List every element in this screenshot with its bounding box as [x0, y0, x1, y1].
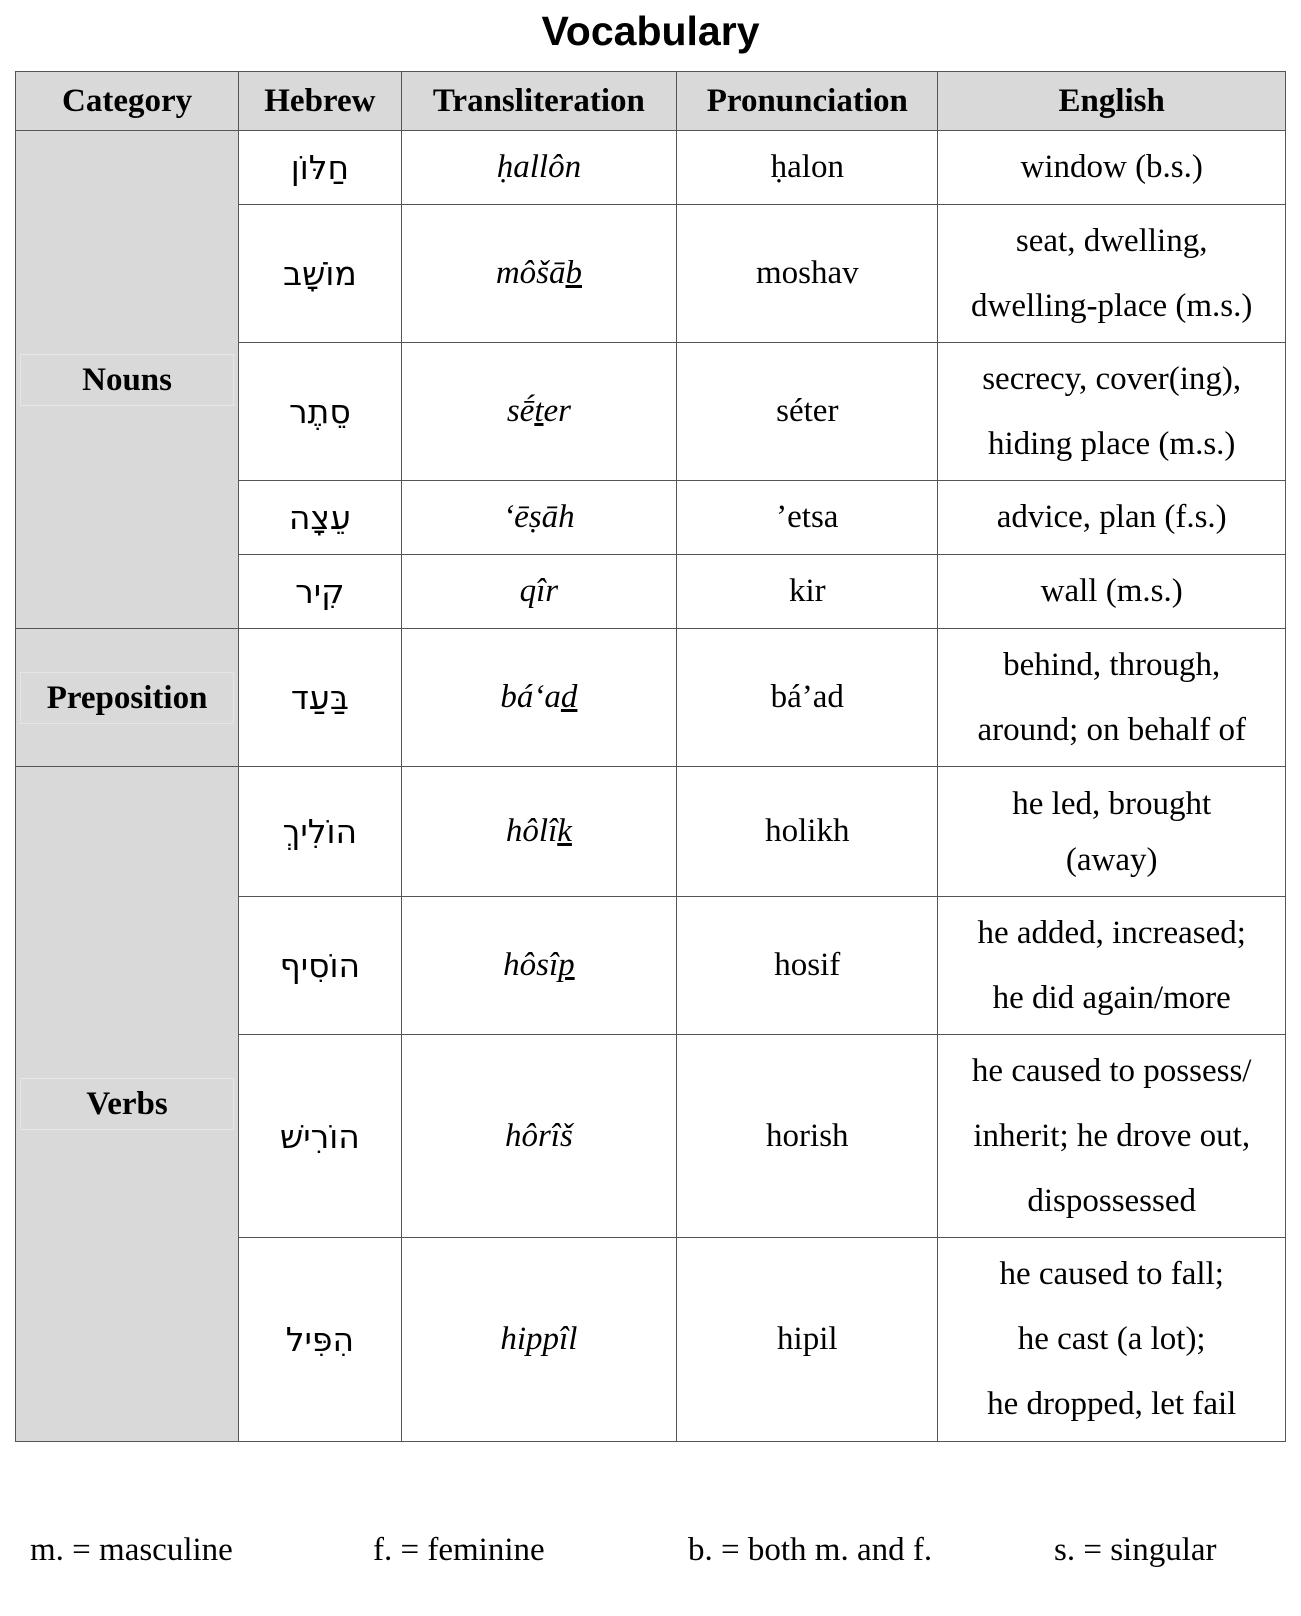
english-line: around; on behalf of [977, 711, 1246, 748]
english-cell [938, 1238, 1286, 1442]
transliteration-text: hippîl [500, 1321, 578, 1357]
english-cell [938, 897, 1286, 1035]
transliteration-underlined: k [557, 813, 572, 849]
transliteration-cell [401, 897, 677, 1035]
table-row [16, 131, 1286, 205]
transliteration-text: hôlî [505, 813, 558, 849]
english-line: he did again/more [992, 979, 1231, 1016]
table-row [16, 629, 1286, 767]
pronunciation-cell: ḥalon [677, 131, 938, 205]
transliteration-cell [401, 1035, 677, 1238]
transliteration-text: qîr [519, 573, 559, 609]
english-line: window (b.s.) [1020, 149, 1203, 185]
transliteration-cell [401, 343, 677, 481]
table-header-row [16, 72, 1286, 131]
english-line: he led, brought [1012, 785, 1212, 822]
transliteration-text-after: er [543, 393, 571, 429]
hebrew-word: הוֹסִיף [239, 897, 401, 1035]
english-cell [938, 629, 1286, 767]
header-transliteration: Transliteration [401, 72, 677, 131]
hebrew-word: סֵתֶר [239, 343, 401, 481]
category-label: Verbs [20, 1078, 234, 1130]
legend-masculine: m. = masculine [30, 1532, 233, 1568]
hebrew-word: הִפִּיל [239, 1238, 401, 1442]
english-line: dispossessed [1027, 1182, 1197, 1219]
transliteration-cell [401, 131, 677, 205]
hebrew-word: מוֹשָׁב [239, 205, 401, 343]
hebrew-word: בַּעַד [239, 629, 401, 767]
english-cell [938, 131, 1286, 205]
legend-feminine: f. = feminine [373, 1532, 545, 1568]
transliteration-underlined: d [560, 679, 578, 715]
hebrew-word: הוֹרִישׁ [239, 1035, 401, 1238]
english-line: he dropped, let fail [987, 1386, 1237, 1422]
legend-both: b. = both m. and f. [688, 1532, 933, 1568]
hebrew-word: חַלּוֹן [239, 131, 401, 205]
table-row [16, 767, 1286, 897]
english-line: dwelling-place (m.s.) [971, 287, 1253, 324]
header-english: English [938, 72, 1286, 131]
english-line: inherit; he drove out, [973, 1117, 1251, 1154]
transliteration-text: hôsî [503, 947, 559, 983]
english-cell [938, 555, 1286, 629]
english-line: he added, increased; [977, 914, 1246, 951]
english-cell [938, 343, 1286, 481]
transliteration-cell [401, 1238, 677, 1442]
english-line: he caused to possess/ [971, 1052, 1252, 1089]
pronunciation-cell: ’etsa [677, 481, 938, 555]
transliteration-cell [401, 555, 677, 629]
transliteration-text: hôrîš [504, 1117, 573, 1154]
category-label: Preposition [20, 672, 234, 724]
category-nouns [16, 131, 239, 629]
hebrew-word: הוֹלִיךְ [239, 767, 401, 897]
english-line: hiding place (m.s.) [987, 425, 1236, 462]
english-line: advice, plan (f.s.) [996, 499, 1227, 535]
transliteration-text: sḗ [506, 393, 535, 429]
english-line: he caused to fall; [999, 1256, 1224, 1292]
pronunciation-cell: hipil [677, 1238, 938, 1442]
legend-singular: s. = singular [1054, 1532, 1217, 1568]
transliteration-cell [401, 205, 677, 343]
english-line: seat, dwelling, [1015, 222, 1208, 259]
pronunciation-cell: hosif [677, 897, 938, 1035]
transliteration-text: ‘ēṣāh [503, 499, 575, 535]
header-hebrew: Hebrew [239, 72, 401, 131]
hebrew-word: עֵצָה [239, 481, 401, 555]
english-line: behind, through, [1003, 646, 1221, 683]
pronunciation-cell: kir [677, 555, 938, 629]
transliteration-underlined: p [558, 947, 575, 983]
english-line: (away) [1065, 841, 1158, 878]
pronunciation-cell: horish [677, 1035, 938, 1238]
english-line: secrecy, cover(ing), [982, 360, 1242, 397]
category-label: Nouns [20, 354, 234, 406]
transliteration-text: ḥallôn [496, 149, 582, 185]
transliteration-cell [401, 629, 677, 767]
transliteration-text: môšā [495, 255, 566, 291]
vocabulary-table [15, 71, 1286, 1442]
english-cell [938, 481, 1286, 555]
pronunciation-cell: bá’ad [677, 629, 938, 767]
transliteration-cell [401, 481, 677, 555]
header-pronunciation: Pronunciation [677, 72, 938, 131]
transliteration-cell [401, 767, 677, 897]
english-line: he cast (a lot); [1017, 1321, 1206, 1357]
transliteration-underlined: b [565, 255, 582, 291]
pronunciation-cell: séter [677, 343, 938, 481]
header-category: Category [16, 72, 239, 131]
english-cell [938, 205, 1286, 343]
pronunciation-cell: holikh [677, 767, 938, 897]
category-preposition [16, 629, 239, 767]
page-title: Vocabulary [541, 8, 760, 54]
hebrew-word: קִיר [239, 555, 401, 629]
category-verbs [16, 767, 239, 1442]
pronunciation-cell: moshav [677, 205, 938, 343]
transliteration-underlined: t [534, 393, 544, 429]
english-cell [938, 1035, 1286, 1238]
transliteration-text: bá‘a [500, 679, 561, 715]
english-cell [938, 767, 1286, 897]
english-line: wall (m.s.) [1040, 573, 1183, 609]
